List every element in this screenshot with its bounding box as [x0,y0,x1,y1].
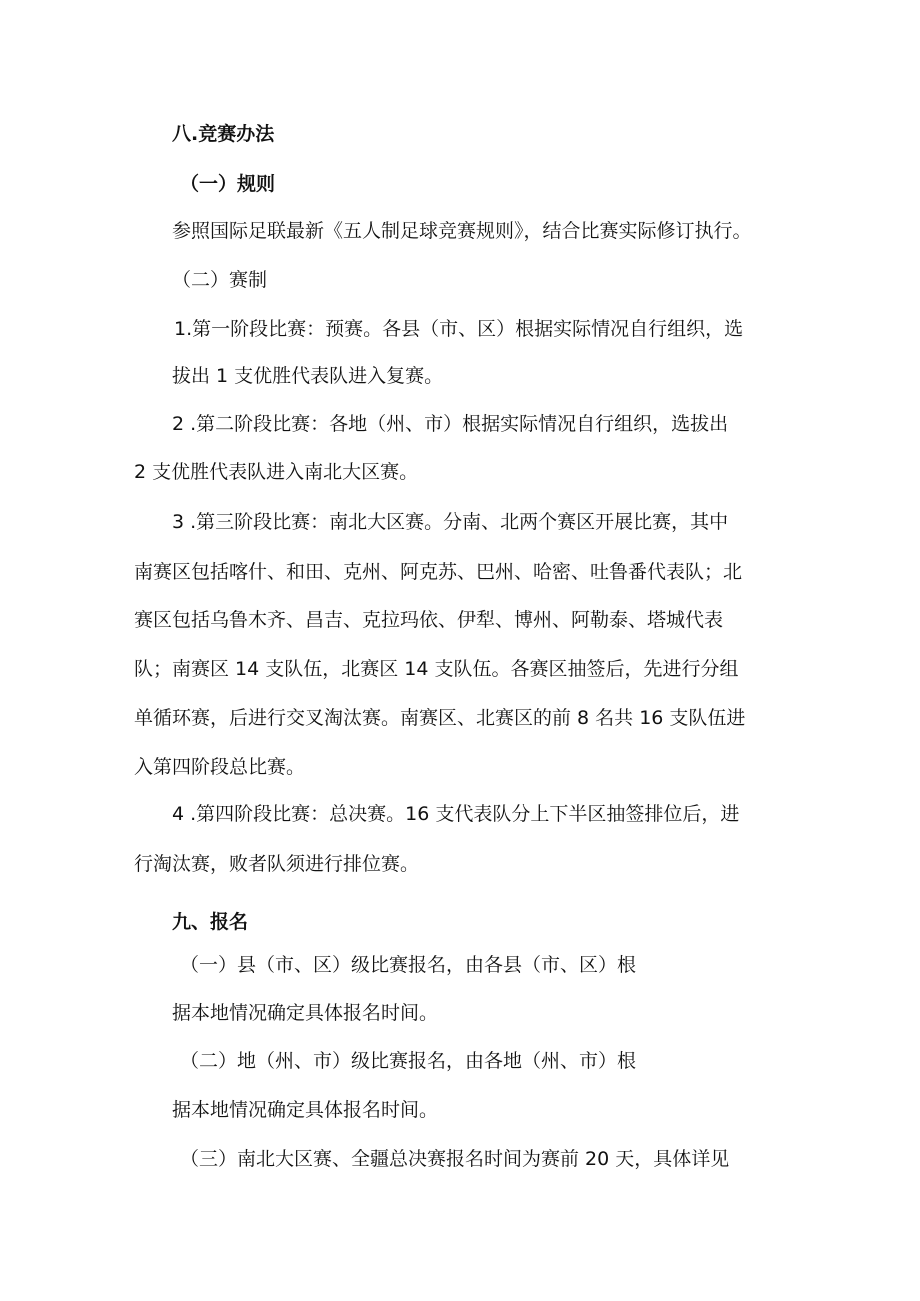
stage-1-line-1: 1.第一阶段比赛：预赛。各县（市、区）根据实际情况自行组织，选 [174,318,744,340]
section-9-heading: 九、报名 [172,911,249,933]
stage-2-line-1: 2 .第二阶段比赛：各地（州、市）根据实际情况自行组织，选拔出 [172,413,729,435]
registration-finals-line-1: （三）南北大区赛、全疆总决赛报名时间为赛前 20 天，具体详见 [180,1148,730,1170]
rules-text: 参照国际足联最新《五人制足球竞赛规则》，结合比赛实际修订执行。 [172,220,752,242]
stage-3-line-6: 入第四阶段总比赛。 [134,756,306,778]
section-8-heading: 八.竞赛办法 [172,123,275,145]
stage-2-line-2: 2 支优胜代表队进入南北大区赛。 [134,461,419,483]
stage-3-line-2: 南赛区包括喀什、和田、克州、阿克苏、巴州、哈密、吐鲁番代表队；北 [134,561,743,583]
stage-3-line-5: 单循环赛，后进行交叉淘汰赛。南赛区、北赛区的前 8 名共 16 支队伍进 [134,707,746,729]
rules-subheading: （一）规则 [180,173,276,195]
registration-prefecture-line-1: （二）地（州、市）级比赛报名，由各地（州、市）根 [180,1050,637,1072]
stage-3-line-1: 3 .第三阶段比赛：南北大区赛。分南、北两个赛区开展比赛，其中 [172,511,729,533]
registration-county-line-1: （一）县（市、区）级比赛报名，由各县（市、区）根 [180,954,637,976]
registration-prefecture-line-2: 据本地情况确定具体报名时间。 [172,1099,439,1121]
format-subheading: （二）赛制 [172,269,268,291]
registration-county-line-2: 据本地情况确定具体报名时间。 [172,1002,439,1024]
stage-3-line-3: 赛区包括乌鲁木齐、昌吉、克拉玛依、伊犁、博州、阿勒泰、塔城代表 [134,609,724,631]
stage-3-line-4: 队；南赛区 14 支队伍，北赛区 14 支队伍。各赛区抽签后，先进行分组 [134,658,739,680]
stage-1-line-2: 拔出 1 支优胜代表队进入复赛。 [172,365,444,387]
stage-4-line-2: 行淘汰赛，败者队须进行排位赛。 [134,853,420,875]
stage-4-line-1: 4 .第四阶段比赛：总决赛。16 支代表队分上下半区抽签排位后，进 [172,803,740,825]
